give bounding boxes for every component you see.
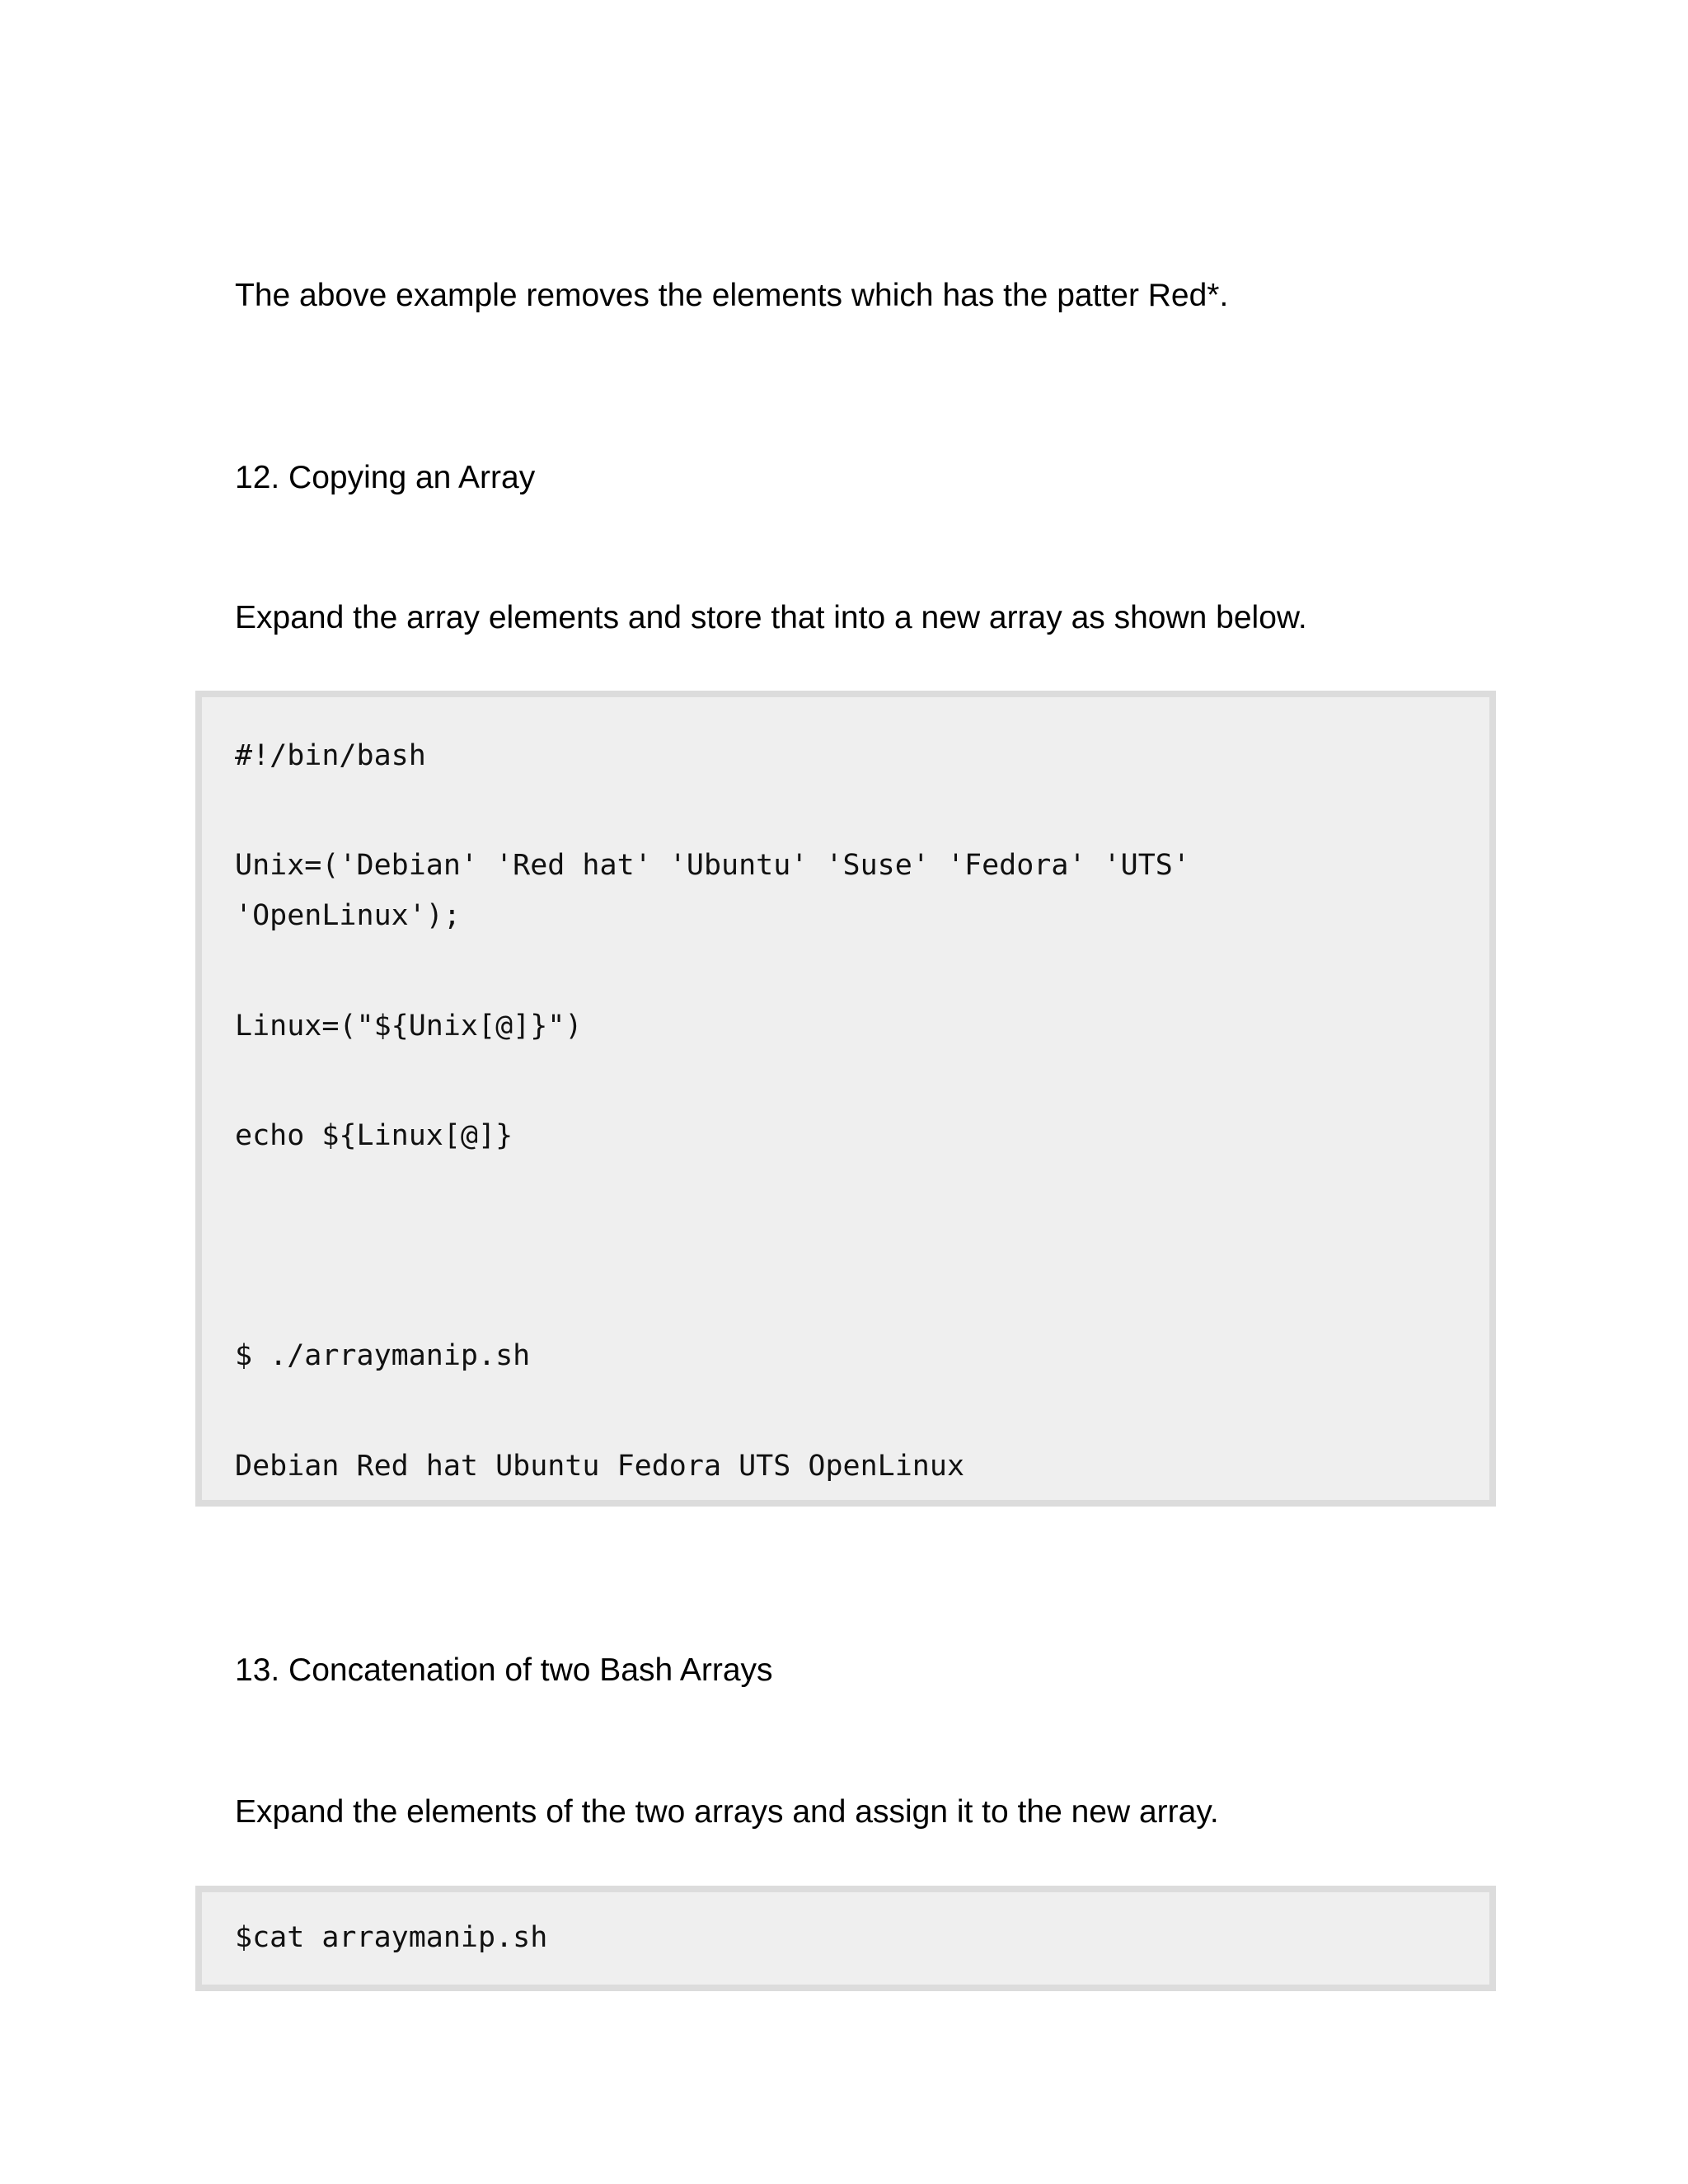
section-13-intro: Expand the elements of the two arrays and assign it to the new array. [235, 1794, 1219, 1830]
code-line: $ ./arraymanip.sh [235, 1339, 531, 1372]
code-line: 'OpenLinux'); [235, 899, 461, 932]
section-12-heading: 12. Copying an Array [235, 460, 536, 495]
code-block-concatenation [195, 1886, 1496, 1991]
section-13-heading: 13. Concatenation of two Bash Arrays [235, 1652, 773, 1688]
code-line: echo ${Linux[@]} [235, 1119, 513, 1152]
code-block-copy-array [195, 691, 1496, 1507]
code-line: Unix=('Debian' 'Red hat' 'Ubuntu' 'Suse' 'Fedora' 'UTS' [235, 849, 1190, 882]
code-line: $cat arraymanip.sh [235, 1921, 548, 1954]
code-line: Debian Red hat Ubuntu Fedora UTS OpenLinux [235, 1450, 965, 1483]
removes-note-paragraph: The above example removes the elements which has the patter Red*. [235, 278, 1229, 313]
section-12-intro: Expand the array elements and store that into a new array as shown below. [235, 600, 1307, 635]
code-line: Linux=("${Unix[@]}") [235, 1010, 583, 1043]
code-line: #!/bin/bash [235, 739, 426, 772]
